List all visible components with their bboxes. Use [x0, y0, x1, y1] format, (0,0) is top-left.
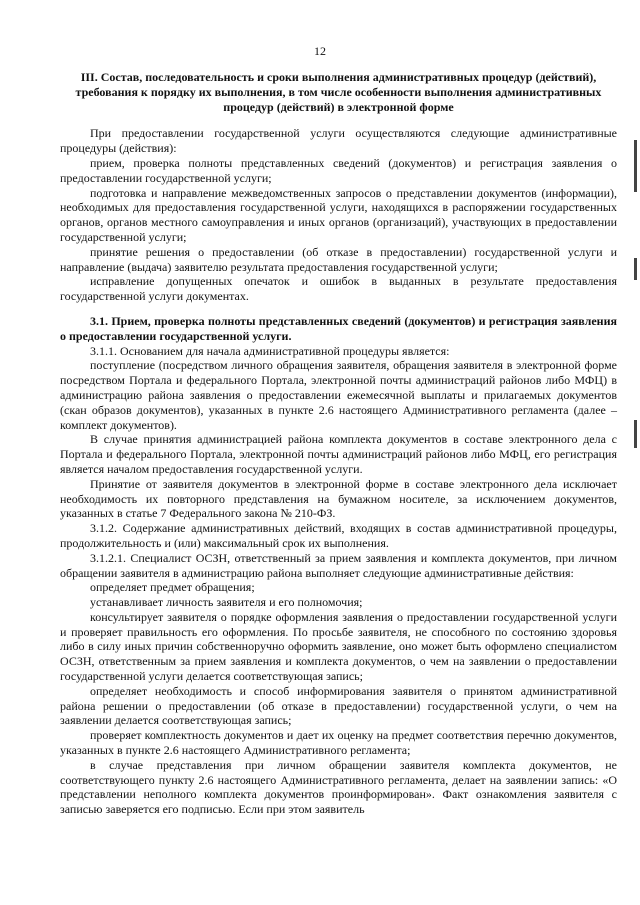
paragraph: Принятие от заявителя документов в электронной форме в составе электронного дела исключает необходимость их повторного представления на бумажном носителе, за исключением документов, указанных в статье 7 Федерального закона № 210-ФЗ. [60, 476, 617, 521]
paragraph: определяет необходимость и способ информирования заявителя о принятом административной района решении о предоставлении (об отказе в предоставлении) государственной услуги, о чем на заявлении делается соответствующая запись; [60, 683, 617, 728]
paragraph: подготовка и направление межведомственных запросов о представлении документов (информации), необходимых для предоставления государственной услуги, находящихся в распоряжении государственных органов, органов местного самоуправления и иных органов (организаций), участвующих в предоставлении государственной услуги; [60, 185, 617, 244]
paragraph: определяет предмет обращения; [90, 580, 255, 595]
paragraph: 3.1.1. Основанием для начала административной процедуры является: [90, 343, 450, 358]
scan-edge-mark [634, 258, 637, 280]
paragraph: В случае принятия администрацией района комплекта документов в составе электронного дела с Портала и федерального Портала, электронной почты администраций районов либо МФЦ, его регистрация является началом предоставления государственной услуги. [60, 432, 617, 476]
paragraph: исправление допущенных опечаток и ошибок в выданных в результате предоставления государственной услуги документах. [60, 274, 617, 304]
paragraph: в случае представления при личном обращении заявителя комплекта документов, не соответствующего пункту 2.6 настоящего Административного регламента, делает на заявлении запись: «О представлении неполного комплекта документов проинформирован». Факт ознакомления заявителя с записью заверяется его подписью. Если при этом заявитель [60, 757, 617, 817]
paragraph: 3.1.2. Содержание административных действий, входящих в состав административной процедуры, продолжительность и (или) максимальный срок их выполнения. [60, 521, 617, 550]
subsection-heading: 3.1. Прием, проверка полноты представленных сведений (документов) и регистрация заявления о предоставлении государственной услуги. [60, 313, 617, 343]
paragraph: При предоставлении государственной услуги осуществляются следующие административные процедуры (действия): [60, 126, 617, 156]
page-number: 12 [314, 44, 326, 58]
paragraph: принятие решения о предоставлении (об отказе в предоставлении) государственной услуги и направление (выдача) заявителю результата предоставления государственной услуги; [60, 244, 617, 274]
paragraph: проверяет комплектность документов и дает их оценку на предмет соответствия перечню документов, указанных в пункте 2.6 настоящего Административного регламента; [60, 728, 617, 758]
paragraph: прием, проверка полноты представленных сведений (документов) и регистрация заявления о предоставлении государственной услуги; [60, 155, 617, 185]
section-heading: III. Состав, последовательность и сроки выполнения административных процедур (действий), требования к порядку их выполнения, в том числе особенности выполнения административных процедур (действий) в электронной форме [75, 70, 602, 114]
paragraph: 3.1.2.1. Специалист ОСЗН, ответственный за прием заявления и комплекта документов, при личном обращении заявителя в администрацию района выполняет следующие административные действия: [60, 550, 617, 580]
paragraph: устанавливает личность заявителя и его полномочия; [90, 595, 363, 610]
paragraph: поступление (посредством личного обращения заявителя, обращения заявителя в электронной форме посредством Портала и федерального Портала, электронной почты администраций районов либо МФЦ) в администрацию района заявления о предоставлении ежемесячной выплаты и прилагаемых документов (скан образов документов), указанных в пункте 2.6 настоящего Административного регламента (далее – комплект документов). [60, 358, 617, 432]
scan-edge-mark [634, 420, 637, 448]
scan-edge-mark [634, 140, 637, 192]
page-content [60, 70, 617, 817]
paragraph: консультирует заявителя о порядке оформления заявления о предоставлении государственной услуги и проверяет правильность его оформления. По просьбе заявителя, не способного по состоянию здоровья либо в силу иных причин собственноручно оформить заявление, оно может быть оформлено специалистом ОСЗН, ответственным за прием заявления и комплекта документов, о чем на заявлении о предоставлении государственной услуги делается соответствующая запись; [60, 609, 617, 684]
